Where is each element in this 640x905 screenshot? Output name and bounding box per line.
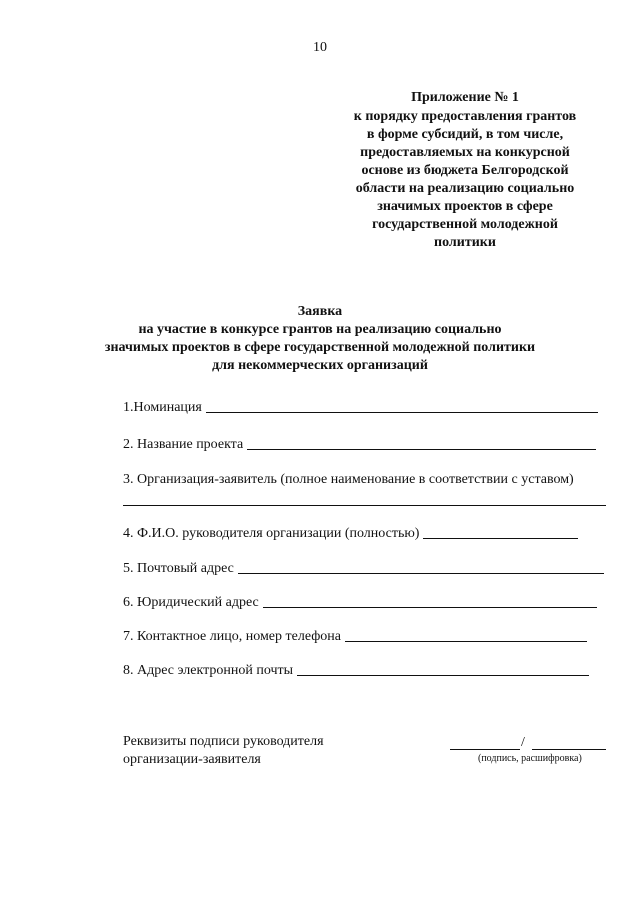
field-label: 8. Адрес электронной почты	[123, 663, 294, 678]
field-label: 7. Контактное лицо, номер телефона	[123, 629, 341, 644]
appendix-line: политики	[434, 235, 496, 250]
field-label: 6. Юридический адрес	[123, 595, 259, 610]
appendix-line: значимых проектов в сфере	[377, 199, 553, 214]
application-subtitle-line: значимых проектов в сфере государственной молодежной политики	[104, 340, 536, 355]
application-subtitle-line: на участие в конкурсе грантов на реализацию социально	[138, 322, 502, 337]
appendix-line: области на реализацию социально	[355, 181, 575, 196]
signature-input-line[interactable]	[450, 749, 520, 750]
field-postal-address	[123, 561, 604, 577]
field-label: 3. Организация-заявитель (полное наименование в соответствии с уставом)	[123, 472, 574, 487]
application-heading: Заявка	[297, 304, 343, 319]
signature-label-line: организации-заявителя	[123, 752, 261, 767]
field-project-name	[123, 437, 596, 453]
field-email	[123, 663, 589, 679]
organization-input-line[interactable]	[123, 505, 606, 506]
signature-caption: (подпись, расшифровка)	[478, 753, 582, 764]
signature-separator: /	[521, 735, 525, 750]
field-contact	[123, 629, 587, 645]
field-label: 1.Номинация	[123, 400, 202, 415]
application-title	[0, 303, 640, 375]
appendix-line: государственной молодежной	[372, 217, 558, 232]
appendix-line: к порядку предоставления грантов	[353, 109, 577, 124]
signature-transcript-input-line[interactable]	[532, 749, 606, 750]
field-organization	[123, 472, 578, 488]
field-head-name	[123, 526, 578, 542]
head-name-input-line[interactable]	[423, 537, 578, 539]
contact-input-line[interactable]	[345, 640, 587, 642]
application-subtitle-line: для некоммерческих организаций	[212, 358, 428, 373]
field-label: 4. Ф.И.О. руководителя организации (полностью)	[123, 526, 420, 541]
signature-label	[123, 733, 324, 769]
page-number: 10	[313, 40, 327, 55]
field-label: 2. Название проекта	[123, 437, 244, 452]
field-legal-address	[123, 595, 597, 611]
project-name-input-line[interactable]	[247, 448, 596, 450]
postal-address-input-line[interactable]	[238, 572, 604, 574]
appendix-line: основе из бюджета Белгородской	[361, 163, 569, 178]
appendix-header	[330, 89, 600, 252]
signature-label-line: Реквизиты подписи руководителя	[123, 734, 324, 749]
legal-address-input-line[interactable]	[263, 606, 597, 608]
field-nomination	[123, 400, 598, 416]
nomination-input-line[interactable]	[206, 411, 598, 413]
field-label: 5. Почтовый адрес	[123, 561, 234, 576]
appendix-title: Приложение № 1	[411, 90, 519, 105]
appendix-line: предоставляемых на конкурсной	[360, 145, 570, 160]
email-input-line[interactable]	[297, 674, 589, 676]
appendix-line: в форме субсидий, в том числе,	[366, 127, 564, 142]
